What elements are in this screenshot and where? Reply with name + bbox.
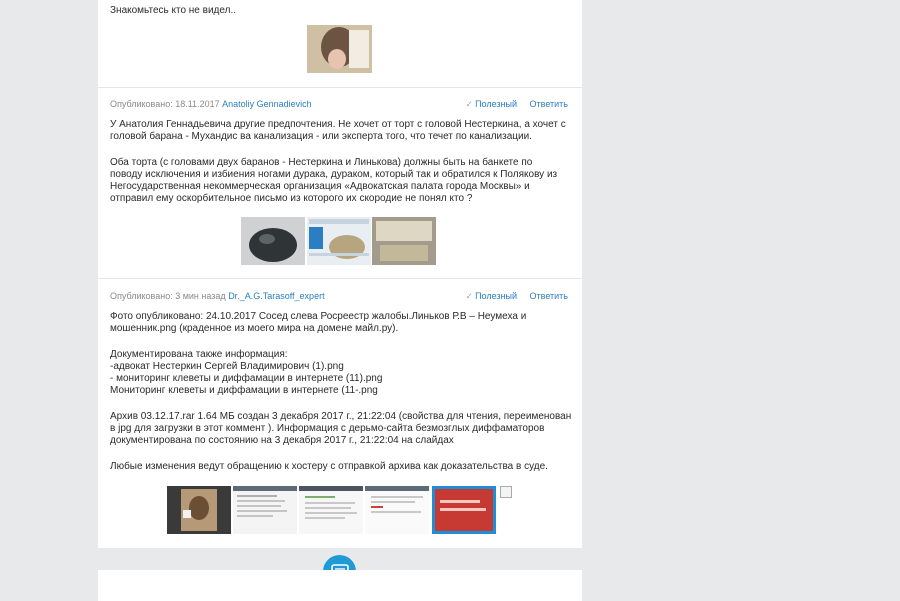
posted-label: Опубликовано: 18.11.2017 — [110, 99, 220, 109]
useful-button[interactable] — [466, 291, 517, 301]
comment-image[interactable] — [365, 486, 429, 534]
comment-text-line: -адвокат Нестеркин Сергей Владимирович (1).png — [110, 361, 344, 372]
comment-image[interactable] — [307, 217, 371, 265]
comment-meta — [110, 98, 312, 110]
comment-image[interactable] — [299, 486, 363, 534]
comment-text-line: Архив 03.12.17.rar 1.64 МБ создан 3 декабря 2017 г., 21:22:04 (свойства для чтения, переименован — [110, 411, 572, 422]
comment-text-line: головой барана - Мухандис ва канализация - или эксперта того, что течет по канализации. — [110, 131, 532, 142]
useful-button[interactable] — [466, 99, 517, 109]
check-icon: ✓ — [465, 291, 474, 301]
comment-text-line: Документирована также информация: — [110, 349, 288, 360]
reply-button[interactable]: Ответить — [529, 291, 568, 301]
divider — [98, 87, 582, 88]
comment-image[interactable] — [233, 486, 297, 534]
comment-text-line: поводу исключения и избиения ногами дурака, дураком, который так и обратился к Полякову из — [110, 169, 558, 180]
comment-text-line: - мониторинг клеветы и диффамации в интернете (11).png — [110, 373, 383, 384]
comment-text-line: в jpg для загрузки в этот коммент ). Информация с дерьмо-сайта безмозглых диффаматоров — [110, 423, 545, 434]
comment-text-line: документирована по состоянию на 3 декабря 2017 г., 21:22:04 на слайдах — [110, 435, 454, 446]
useful-label: Полезный — [475, 99, 517, 109]
comment-text-line: Мониторинг клеветы и диффамации в интернете (11-.png — [110, 385, 378, 396]
broken-image-icon — [500, 486, 512, 498]
comment-text-line: Негосударственная некоммерческая организация «Адвокатская палата города Москвы» и — [110, 181, 530, 192]
comment-text-line: Любые изменения ведут обращению к хостеру с отправкой архива как доказательства в суде. — [110, 461, 548, 472]
comment-text-line: мошенник.png (краденное из моего мира на домене майл.ру). — [110, 323, 399, 334]
check-icon: ✓ — [465, 99, 474, 109]
comment-image[interactable] — [307, 25, 372, 73]
comment-image[interactable] — [432, 486, 496, 534]
comment-text: Знакомьтесь кто не видел.. — [110, 5, 237, 16]
comment-text-line: Оба торта (с головами двух баранов - Нестеркина и Линькова) должны быть на банкете по — [110, 157, 533, 168]
useful-label: Полезный — [475, 291, 517, 301]
comment-meta — [110, 290, 325, 302]
comment-text-line: У Анатолия Геннадьевича другие предпочтения. Не хочет от торт с головой Нестеркина, а хочет с — [110, 119, 566, 130]
comment-text-line: Фото опубликовано: 24.10.2017 Сосед слева Росреестр жалобы.Линьков Р.В – Неумеха и — [110, 311, 527, 322]
reply-button[interactable]: Ответить — [529, 99, 568, 109]
comments-card — [98, 0, 582, 548]
comment-image[interactable] — [372, 217, 436, 265]
comment-actions — [466, 290, 568, 302]
comment-text-line: отправил ему оскорбительное письмо из которого их скородие не понял кто ? — [110, 193, 473, 204]
posted-label: Опубликовано: 3 мин назад — [110, 291, 226, 301]
comment-image[interactable] — [167, 486, 231, 534]
comment-actions — [466, 98, 568, 110]
comment-image[interactable] — [241, 217, 305, 265]
author-link[interactable]: Dr._A.G.Tarasoff_expert — [228, 291, 325, 301]
author-link[interactable]: Anatoliy Gennadievich — [222, 99, 312, 109]
divider — [98, 278, 582, 279]
next-card — [98, 570, 582, 601]
